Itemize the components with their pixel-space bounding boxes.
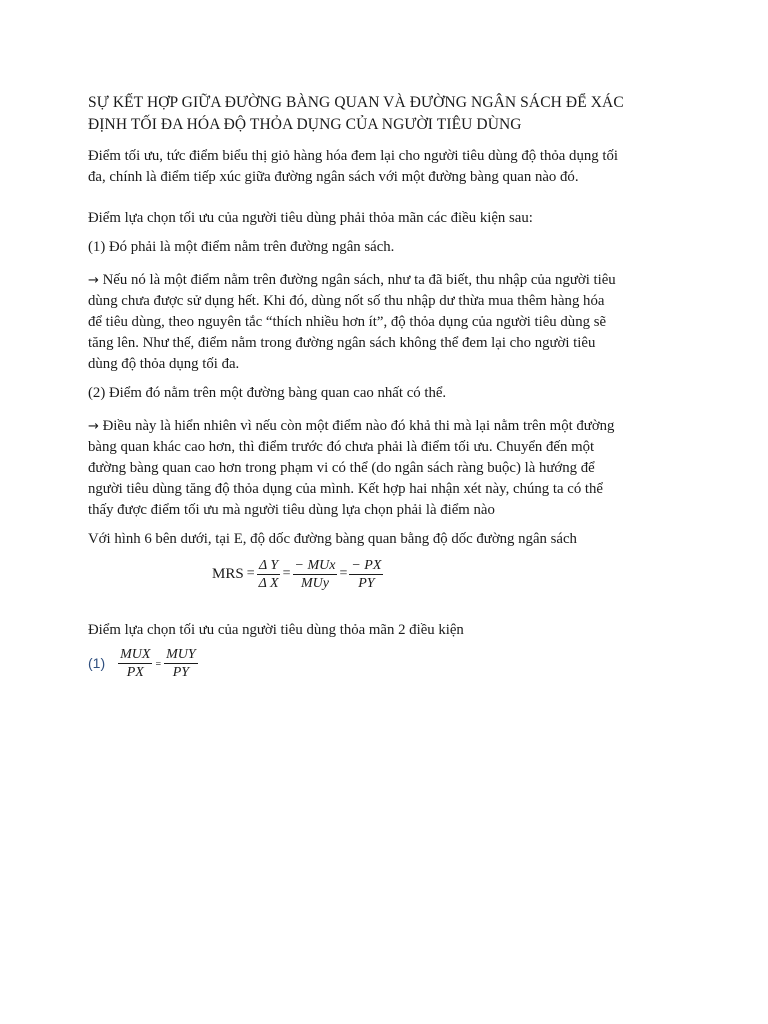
figure-note: Với hình 6 bên dưới, tại E, độ dốc đường bàng quan bằng độ dốc đường ngân sách (88, 531, 577, 547)
explanation-2: → Điều này là hiển nhiên vì nếu còn một điểm nào đó khả thi mà lại nằm trên một đường bàng quan khác cao hơn, thì điểm trước đó chưa phải là điểm tối ưu. Chuyển đến một đường bàng quan cao hơn trong phạm vi có thể (do ngân sách ràng buộc) là hướng để người tiêu dùng tăng độ thỏa dụng của mình. Kết hợp hai nhận xét này, chúng ta có thể thấy được điểm tối ưu mà người tiêu dùng lựa chọn phải là điểm nào (88, 418, 615, 518)
mrs-formula (88, 554, 688, 600)
title-line: SỰ KẾT HỢP GIỮA ĐƯỜNG BÀNG QUAN VÀ ĐƯỜNG NGÂN SÁCH ĐỂ XÁC (88, 94, 624, 111)
formula-fraction: $\frac{\text{MUX}}{PX}$ (120, 646, 151, 680)
formula-fraction: $\frac{\text{Δ Y}}{\text{Δ X}}$ (258, 557, 279, 591)
two-conditions-intro: Điểm lựa chọn tối ưu của người tiêu dùng thỏa mãn 2 điều kiện (88, 622, 464, 638)
condition-2: (2) Điểm đó nằm trên một đường bàng quan cao nhất có thể. (88, 385, 447, 401)
condition-formula-label: (1) (88, 655, 106, 671)
formula-fraction: $\frac{\text{− MUx}}{\text{MUy}}$ (294, 557, 336, 591)
conditions-intro: Điểm lựa chọn tối ưu của người tiêu dùng phải thỏa mãn các điều kiện sau: (88, 210, 533, 226)
document-title (88, 92, 688, 136)
title-line: ĐỊNH TỐI ĐA HÓA ĐỘ THỎA DỤNG CỦA NGƯỜI TIÊU DÙNG (88, 116, 522, 133)
formula-equals: = (339, 566, 348, 581)
intro-paragraph: Điểm tối ưu, tức điểm biểu thị giỏ hàng hóa đem lại cho người tiêu dùng độ thỏa dụng tối đa, chính là điểm tiếp xúc giữa đường ngân sách với một đường bàng quan nào đó. (88, 148, 618, 185)
formula-equals: = (155, 658, 162, 670)
formula-fraction: $\frac{\text{MUY}}{PY}$ (166, 646, 196, 680)
arrow-icon: → (88, 273, 99, 288)
formula-fraction: $\frac{- PX}{PY}$ (351, 557, 382, 591)
condition-formula (88, 643, 688, 683)
explanation-1: → Nếu nó là một điểm nằm trên đường ngân sách, như ta đã biết, thu nhập của người tiêu dùng chưa được sử dụng hết. Khi đó, dùng nốt số thu nhập dư thừa mua thêm hàng hóa để tiêu dùng, theo nguyên tắc “thích nhiều hơn ít”, độ thỏa dụng của người tiêu dùng sẽ tăng lên. Như thế, điểm nằm trong đường ngân sách không thể đem lại cho người tiêu dùng độ thỏa dụng tối đa. (88, 272, 616, 372)
formula-equals: = (282, 566, 291, 581)
condition-1: (1) Đó phải là một điểm nằm trên đường ngân sách. (88, 239, 395, 255)
arrow-icon: → (88, 419, 99, 434)
formula-equals: = (246, 566, 255, 581)
formula-lhs: MRS (212, 565, 244, 582)
document-page (88, 92, 688, 683)
